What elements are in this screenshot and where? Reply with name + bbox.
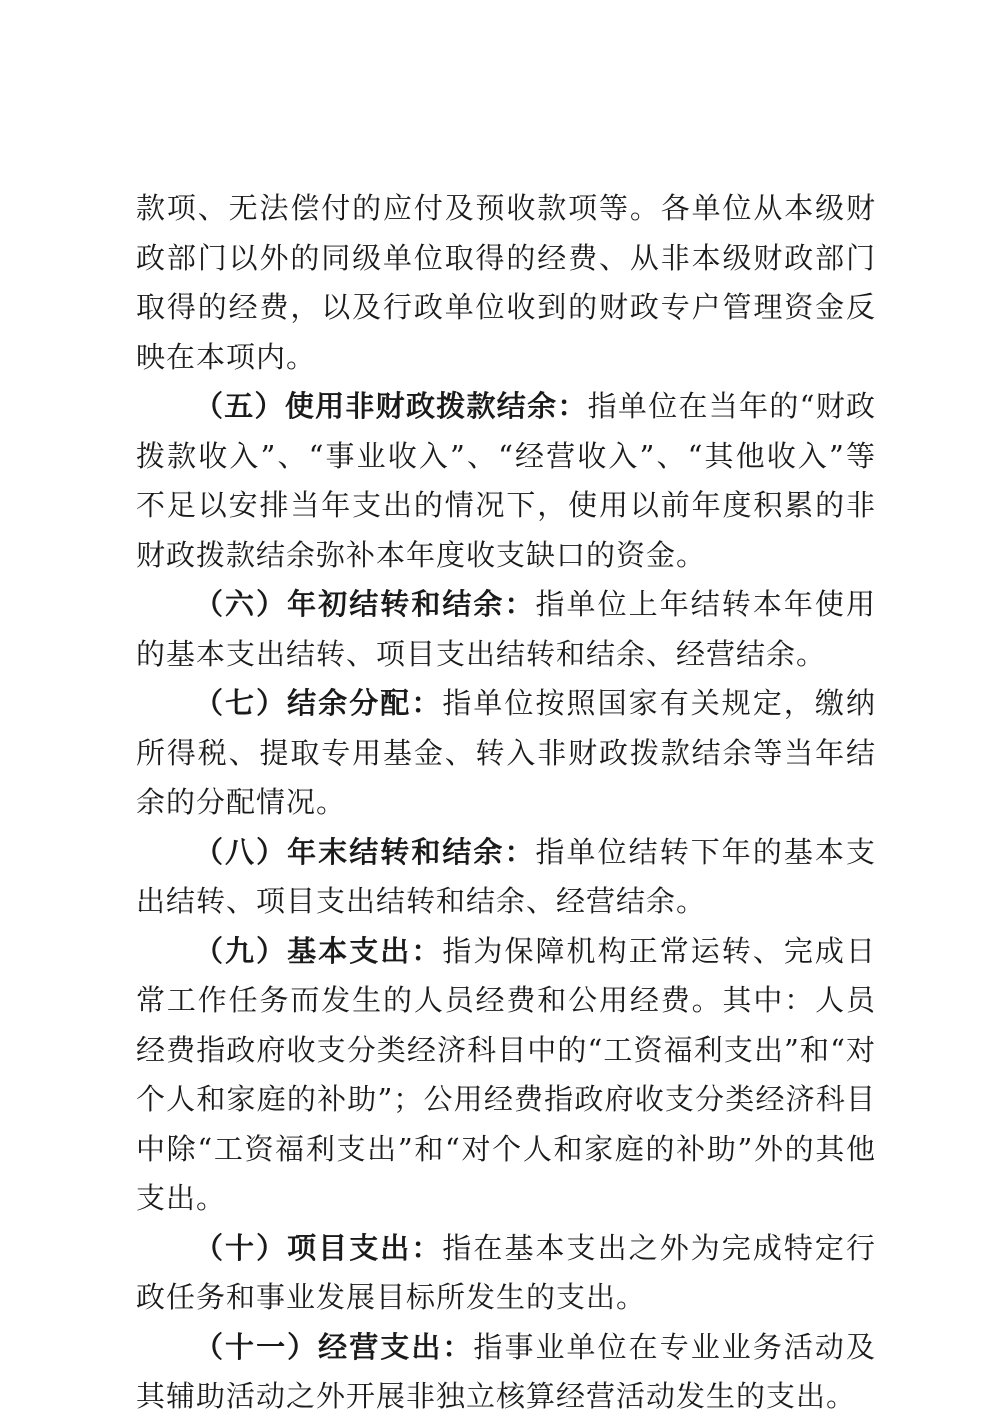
paragraph-heading: （十一）经营支出： bbox=[194, 1329, 474, 1364]
paragraph-continuation bbox=[136, 184, 876, 382]
paragraph-item-8 bbox=[136, 828, 876, 927]
paragraph-heading: （五）使用非财政拨款结余： bbox=[194, 389, 588, 423]
paragraph-text: 款项、无法偿付的应付及预收款项等。各单位从本级财政部门以外的同级单位取得的经费、从非本级财政部门取得的经费，以及行政单位收到的财政专户管理资金反映在本项内。 bbox=[136, 191, 876, 374]
paragraph-item-7 bbox=[136, 679, 876, 828]
paragraph-text: 指单位在当年的“财政拨款收入”、“事业收入”、“经营收入”、“其他收入”等不足以安排当年支出的情况下，使用以前年度积累的非财政拨款结余弥补本年度收支缺口的资金。 bbox=[136, 389, 876, 572]
paragraph-heading: （十）项目支出： bbox=[194, 1230, 443, 1265]
paragraph-item-9 bbox=[136, 927, 876, 1224]
paragraph-text: 指单位按照国家有关规定，缴纳所得税、提取专用基金、转入非财政拨款结余等当年结余的分配情况。 bbox=[136, 686, 876, 819]
paragraph-text: 指为保障机构正常运转、完成日常工作任务而发生的人员经费和公用经费。其中：人员经费指政府收支分类经济科目中的“工资福利支出”和“对个人和家庭的补助”；公用经费指政府收支分类经济科目中除“工资福利支出”和“对个人和家庭的补助”外的其他支出。 bbox=[136, 933, 876, 1215]
paragraph-text: 指单位上年结转本年使用的基本支出结转、项目支出结转和结余、经营结余。 bbox=[136, 587, 876, 671]
paragraph-text: 指事业单位在专业业务活动及其辅助活动之外开展非独立核算经营活动发生的支出。 bbox=[136, 1329, 876, 1413]
paragraph-item-5 bbox=[136, 382, 876, 580]
paragraph-item-6 bbox=[136, 580, 876, 679]
document-body bbox=[136, 184, 876, 1422]
paragraph-heading: （七）结余分配： bbox=[194, 686, 443, 720]
paragraph-text: 指在基本支出之外为完成特定行政任务和事业发展目标所发生的支出。 bbox=[136, 1230, 876, 1314]
paragraph-heading: （九）基本支出： bbox=[194, 933, 443, 968]
paragraph-item-11 bbox=[136, 1323, 876, 1422]
paragraph-item-10 bbox=[136, 1224, 876, 1323]
paragraph-text: 指单位结转下年的基本支出结转、项目支出结转和结余、经营结余。 bbox=[136, 834, 876, 918]
paragraph-heading: （六）年初结转和结余： bbox=[194, 587, 536, 621]
paragraph-heading: （八）年末结转和结余： bbox=[194, 834, 536, 869]
